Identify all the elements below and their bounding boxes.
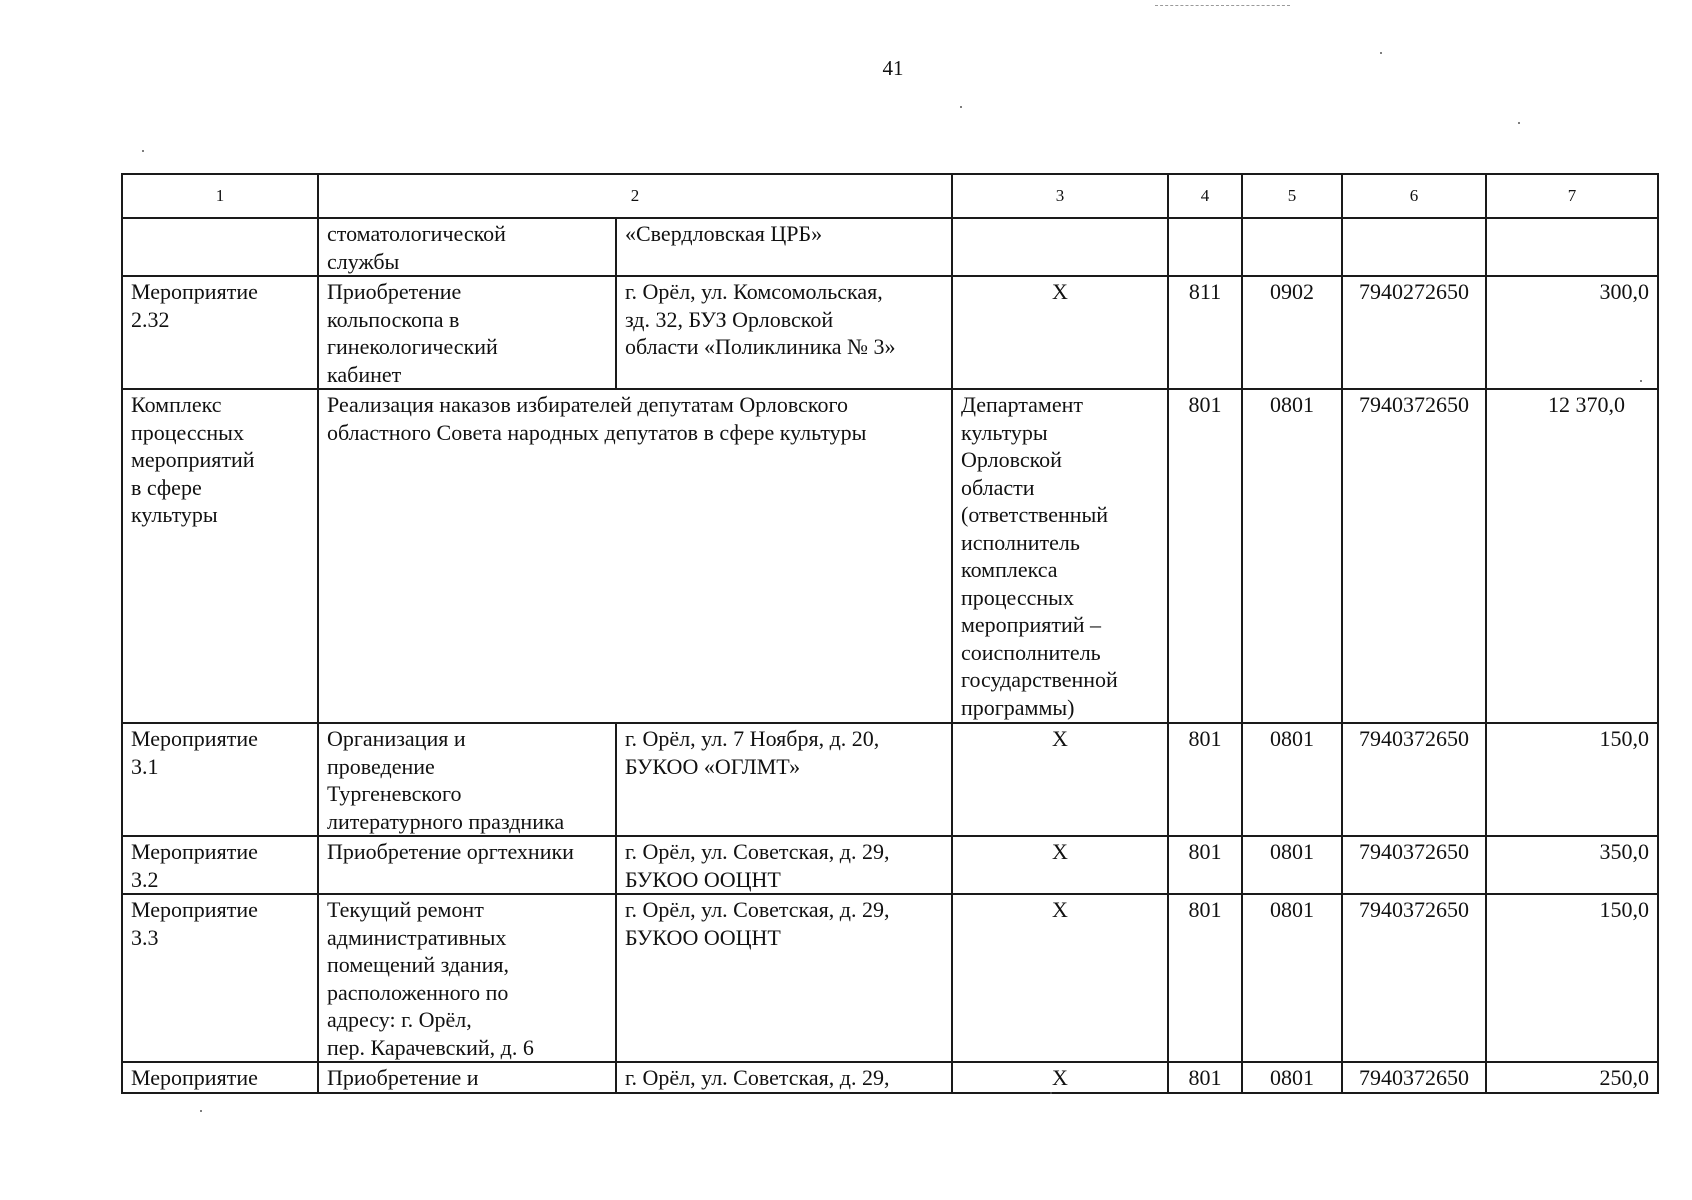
measure-name: Приобретение и (318, 1062, 616, 1093)
table-row (122, 1062, 1658, 1093)
table-header-row (122, 174, 1658, 218)
scan-speck (1050, 1092, 1052, 1094)
executor: Х (952, 276, 1168, 389)
header-cell: 1 (122, 174, 318, 218)
scan-speck (142, 150, 144, 152)
table-row (122, 276, 1658, 389)
code-grbs: 801 (1168, 1062, 1242, 1093)
code-section: 0801 (1242, 1062, 1342, 1093)
measure-location: г. Орёл, ул. Советская, д. 29, (616, 1062, 952, 1093)
code-grbs: 801 (1168, 894, 1242, 1062)
measure-name: Текущий ремонт административных помещений здания, расположенного по адресу: г. Орёл, пер. Карачевский, д. 6 (318, 894, 616, 1062)
header-cell: 2 (318, 174, 952, 218)
code-grbs: 801 (1168, 389, 1242, 723)
code-grbs: 801 (1168, 836, 1242, 894)
amount: 12 370,0 (1486, 389, 1658, 723)
executor: Х (952, 723, 1168, 836)
header-cell: 7 (1486, 174, 1658, 218)
header-cell: 6 (1342, 174, 1486, 218)
page-number: 41 (882, 56, 904, 80)
header-cell: 3 (952, 174, 1168, 218)
code-target (1342, 218, 1486, 276)
header-cell: 5 (1242, 174, 1342, 218)
measure-name: стоматологической службы (318, 218, 616, 276)
scan-speck (1518, 122, 1520, 124)
scan-speck (960, 106, 962, 108)
code-section: 0801 (1242, 723, 1342, 836)
complex-label: Комплекс процессных мероприятий в сфере культуры (122, 389, 318, 723)
scan-speck (200, 1110, 202, 1112)
row-label (122, 218, 318, 276)
code-target: 7940372650 (1342, 723, 1486, 836)
code-section: 0801 (1242, 836, 1342, 894)
scan-speck (1640, 380, 1642, 382)
amount: 350,0 (1486, 836, 1658, 894)
code-target: 7940372650 (1342, 389, 1486, 723)
executor: Х (952, 836, 1168, 894)
measure-location: г. Орёл, ул. 7 Ноября, д. 20, БУКОО «ОГЛМТ» (616, 723, 952, 836)
code-grbs: 811 (1168, 276, 1242, 389)
code-section: 0902 (1242, 276, 1342, 389)
measure-name: Приобретение кольпоскопа в гинекологический кабинет (318, 276, 616, 389)
code-section (1242, 218, 1342, 276)
row-label: Мероприятие 3.2 (122, 836, 318, 894)
executor (952, 218, 1168, 276)
table-row (122, 389, 1658, 723)
budget-table (121, 173, 1659, 1094)
code-section: 0801 (1242, 894, 1342, 1062)
measure-name: Приобретение оргтехники (318, 836, 616, 894)
amount: 150,0 (1486, 894, 1658, 1062)
scan-speck (1380, 52, 1382, 54)
row-label: Мероприятие 3.1 (122, 723, 318, 836)
amount: 250,0 (1486, 1062, 1658, 1093)
complex-description: Реализация наказов избирателей депутатам Орловского областного Совета народных депутатов в сфере культуры (318, 389, 952, 723)
table-row (122, 894, 1658, 1062)
measure-location: г. Орёл, ул. Советская, д. 29, БУКОО ООЦНТ (616, 894, 952, 1062)
code-section: 0801 (1242, 389, 1342, 723)
code-target: 7940272650 (1342, 276, 1486, 389)
code-grbs (1168, 218, 1242, 276)
measure-location: «Свердловская ЦРБ» (616, 218, 952, 276)
row-label: Мероприятие (122, 1062, 318, 1093)
measure-name: Организация и проведение Тургеневского литературного праздника (318, 723, 616, 836)
header-cell: 4 (1168, 174, 1242, 218)
code-grbs: 801 (1168, 723, 1242, 836)
row-label: Мероприятие 3.3 (122, 894, 318, 1062)
executor: Департамент культуры Орловской области (ответственный исполнитель комплекса процессных мероприятий – соисполнитель государственной программы) (952, 389, 1168, 723)
table-row (122, 218, 1658, 276)
executor: Х (952, 1062, 1168, 1093)
scan-artifact-line (1155, 5, 1290, 6)
code-target: 7940372650 (1342, 836, 1486, 894)
code-target: 7940372650 (1342, 1062, 1486, 1093)
table-row (122, 836, 1658, 894)
code-target: 7940372650 (1342, 894, 1486, 1062)
measure-location: г. Орёл, ул. Комсомольская, зд. 32, БУЗ Орловской области «Поликлиника № 3» (616, 276, 952, 389)
row-label: Мероприятие 2.32 (122, 276, 318, 389)
table-row (122, 723, 1658, 836)
measure-location: г. Орёл, ул. Советская, д. 29, БУКОО ООЦНТ (616, 836, 952, 894)
amount (1486, 218, 1658, 276)
amount: 150,0 (1486, 723, 1658, 836)
executor: Х (952, 894, 1168, 1062)
amount: 300,0 (1486, 276, 1658, 389)
